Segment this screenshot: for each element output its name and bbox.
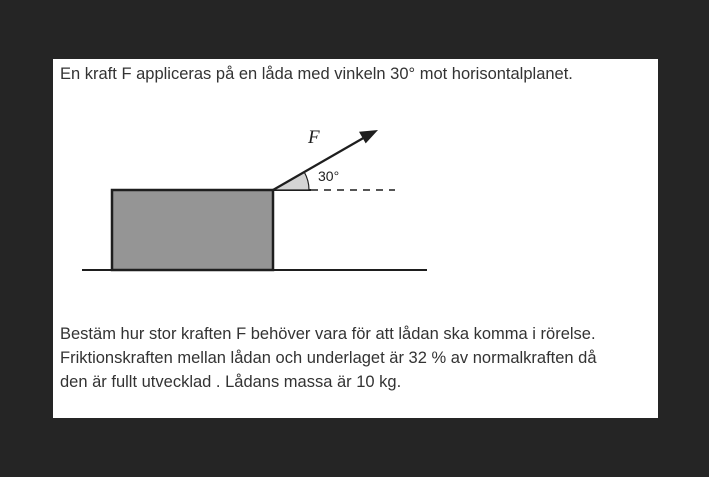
question-line: Bestäm hur stor kraften F behöver vara för att lådan ska komma i rörelse.: [60, 325, 596, 343]
force-label: F: [308, 127, 320, 148]
problem-panel: [53, 59, 658, 418]
question-line: den är fullt utvecklad . Lådans massa är 10 kg.: [60, 373, 402, 391]
angle-label: 30°: [318, 168, 340, 184]
force-arrow-head: [359, 130, 378, 143]
problem-intro: En kraft F appliceras på en låda med vinkeln 30° mot horisontalplanet.: [60, 65, 573, 83]
problem-question: [60, 322, 655, 394]
box: [112, 190, 273, 270]
question-line: Friktionskraften mellan lådan och underlaget är 32 % av normalkraften då: [60, 349, 597, 367]
